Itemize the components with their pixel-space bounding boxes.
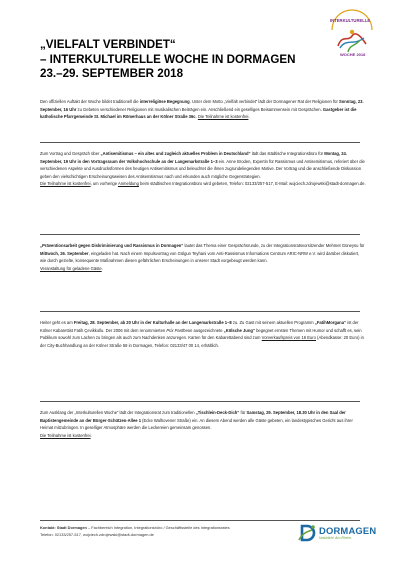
p5-text-a: Zum Ausklang der „Interkulturellen Woche“ lädt der Integrationsrat zum traditionellen xyxy=(40,410,196,415)
p2-text-c: lädt das städtische Integrationsbüro für xyxy=(250,151,325,156)
p1-text-a: Den offiziellen Auftakt der Woche bildet traditionell die xyxy=(40,99,140,104)
dormagen-wordmark: DORMAGEN xyxy=(319,525,377,536)
p4-date-venue: Freitag, 28. September, ab 20 Uhr in der Kulturhalle an der Langemarkstraße 1–8 xyxy=(73,320,232,325)
divider xyxy=(40,142,360,143)
page-title xyxy=(40,38,330,82)
p4-text-k: (Abendkasse: 20 Euro) in der City-Buchhandlung an der Kölner Straße 58 in Dormagen, Telefon: 02133/47 00 14, erhältlich. xyxy=(40,335,364,348)
footer-line-1 xyxy=(40,524,290,531)
p4-text-g: ausgezeichnete xyxy=(192,327,224,333)
footer-contact-label: Kontakt: Stadt Dormagen xyxy=(40,525,87,530)
p3-text-d: , eingeladen hat. Nach einem Impulsvortrag von Gülgun Teyhani vom Anti-Rassismus Informations Centrum ARIC-NRW e.V. wird darüber diskutiert, wie durch gezielte, konsequente Maßnahmen diesen gefährlichen Erscheinungen in unserer Stadt vorgebeugt werden kann. xyxy=(40,250,360,264)
p3-text-b: lautet das Thema einer Gesprächsrunde, zu der Integrationsratsvorsitzender Mehmet Güneysu für xyxy=(183,243,365,248)
p1-text-g: . xyxy=(195,114,198,120)
dormagen-logo xyxy=(296,520,377,548)
p2-contact: beim städtischen Integrationsbüro wird gebeten, Telefon: 02133/257-517, E-Mail: wojciech.zdrojewski@stadt-dormagen.de. xyxy=(138,181,366,187)
p4-text-i: begegnet ernsten Themen mit Humor und schafft es, sein Publikum sowohl zum Lachen zu bringen als auch zum Nachdenken anzuregen. Karten für den Kabarettabend sind zum xyxy=(40,327,362,341)
p3-date: Mittwoch, 26. September xyxy=(40,250,89,256)
p5-text-g: . xyxy=(90,432,92,438)
p3-topic: „Präventionsarbeit gegen Diskriminierung und Rassismus in Dormagen“ xyxy=(40,243,184,248)
p4-text-a: Heiter geht es am xyxy=(40,320,74,325)
footer-line-2: Telefon: 02133/257-517, wojciech.zdrojewski@stadt-dormagen.de xyxy=(40,532,154,537)
p2-topic: „Antisemitismus – ein altes und zugleich aktuelles Problem in Deutschland“ xyxy=(100,151,251,156)
p1-text-i: . xyxy=(248,114,250,120)
divider xyxy=(40,311,360,312)
p1-text-e: zu Gebeten verschiedener Religionen mit musikalischen Beiträgen ein. Anschließend ein geselliges Beisammensein mit Gesprächen. xyxy=(76,106,323,112)
p5-text-c: für xyxy=(239,410,247,415)
p2-registration: Anmeldung xyxy=(117,181,139,187)
p3-guests-note: Veranstaltung für geladene Gäste xyxy=(40,265,102,271)
svg-text:INTERKULTURELLE: INTERKULTURELLE xyxy=(330,18,371,23)
divider xyxy=(40,401,360,402)
p4-text-e: ist der Kölner Kabarettist Fatih Çevikkollu. Der 2006 mit dem renommierten xyxy=(40,320,359,333)
p5-text-e: (Ecke Walhovener Straße) ein. An diesem Abend werden alle Gäste gebeten, ein landestypisches Gericht aus ihrer Heimat mitzubringen. In geselliger Atmosphäre werden die Leckereien gemeinsam genossen. xyxy=(40,417,353,431)
p2-text-g: , um vorherige xyxy=(90,181,118,187)
footer-department: – Fachbereich Integration, Integrationsbüro / Geschäftsstelle des Integrationsrates xyxy=(86,525,230,530)
paragraph-interreligious-meeting xyxy=(40,98,366,121)
svg-text:WOCHE 2018: WOCHE 2018 xyxy=(340,52,366,57)
title-line-1: „VIELFALT VERBINDET“ xyxy=(40,38,176,51)
p2-date-venue: Montag, 24. September, 19 Uhr in den Vortragsraum der Volkshochschule an der Langemarkstraße 1–3 xyxy=(40,151,347,164)
p4-nickname: „Kölsche Jung“ xyxy=(223,327,255,333)
interkulturelle-woche-logo xyxy=(326,8,378,58)
contact-footer xyxy=(40,524,290,538)
paragraph-cabaret-evening xyxy=(40,319,366,349)
p1-host: Gastgeber ist die katholische Pfarrgemeinde St. Michael im Römerhaus an der Kölner Straße 36c xyxy=(40,106,357,120)
dormagen-d-icon xyxy=(296,522,318,544)
p3-text-f: . xyxy=(101,265,103,271)
p5-event-name: „Tischlein-Deck-Dich“ xyxy=(195,410,240,415)
title-line-2: – INTERKULTURELLE WOCHE IN DORMAGEN xyxy=(40,52,296,66)
paragraph-antisemitism-talk xyxy=(40,150,366,188)
p5-free-note: Die Teilnahme ist kostenfrei xyxy=(40,432,91,438)
divider xyxy=(40,234,360,235)
p2-free-note: Die Teilnahme ist kostenfrei xyxy=(40,181,91,187)
p4-award: Prix Pantheon xyxy=(166,327,193,333)
p1-text-c: . Unter dem Motto „Vielfalt verbindet“ lädt der Dormagener Rat der Religionen für xyxy=(189,99,339,104)
p1-text-b: interreligiöse Begegnung xyxy=(139,99,190,104)
p4-program: „FatihMorgana“ xyxy=(314,320,347,325)
paragraph-potluck-closing xyxy=(40,409,366,439)
p2-text-e: ein. Anne Broden, Expertin für Rassismus und Antisemitismus, referiert über die verschiedenen Aspekte und Ausdrucksformen des heutigen Antisemitismus und beleuchtet die ihnen zugrundeliegenden Motive. Der Vortrag und die anschließende Diskussion geben den vielschichtigen Erscheinungsweisen des Antisemitismus nach und erkunden auch mögliche Gegenstrategien. xyxy=(40,158,365,179)
p1-date: Sonntag, 23. September, 16 Uhr xyxy=(40,99,364,112)
dormagen-claim: Natürlich! Am Rhein. xyxy=(319,536,352,540)
p4-presale-price: Vorverkaufspreis von 16 Euro xyxy=(261,335,316,341)
p4-text-c: zu. Zu Gast mit seinem aktuellen Programm xyxy=(231,320,315,325)
p2-text-a: Zum Vortrag und Gespräch über xyxy=(40,151,101,156)
title-line-3: 23.–29. SEPTEMBER 2018 xyxy=(40,67,184,80)
p1-free-note: Die Teilnahme ist kostenfrei xyxy=(197,114,249,120)
p5-date-venue: Samstag, 29. September, 18.30 Uhr in den Saal der Baptistengemeinde an der Bürger-Schützen-Allee 1 xyxy=(40,410,346,423)
paragraph-prevention-discussion xyxy=(40,242,366,272)
